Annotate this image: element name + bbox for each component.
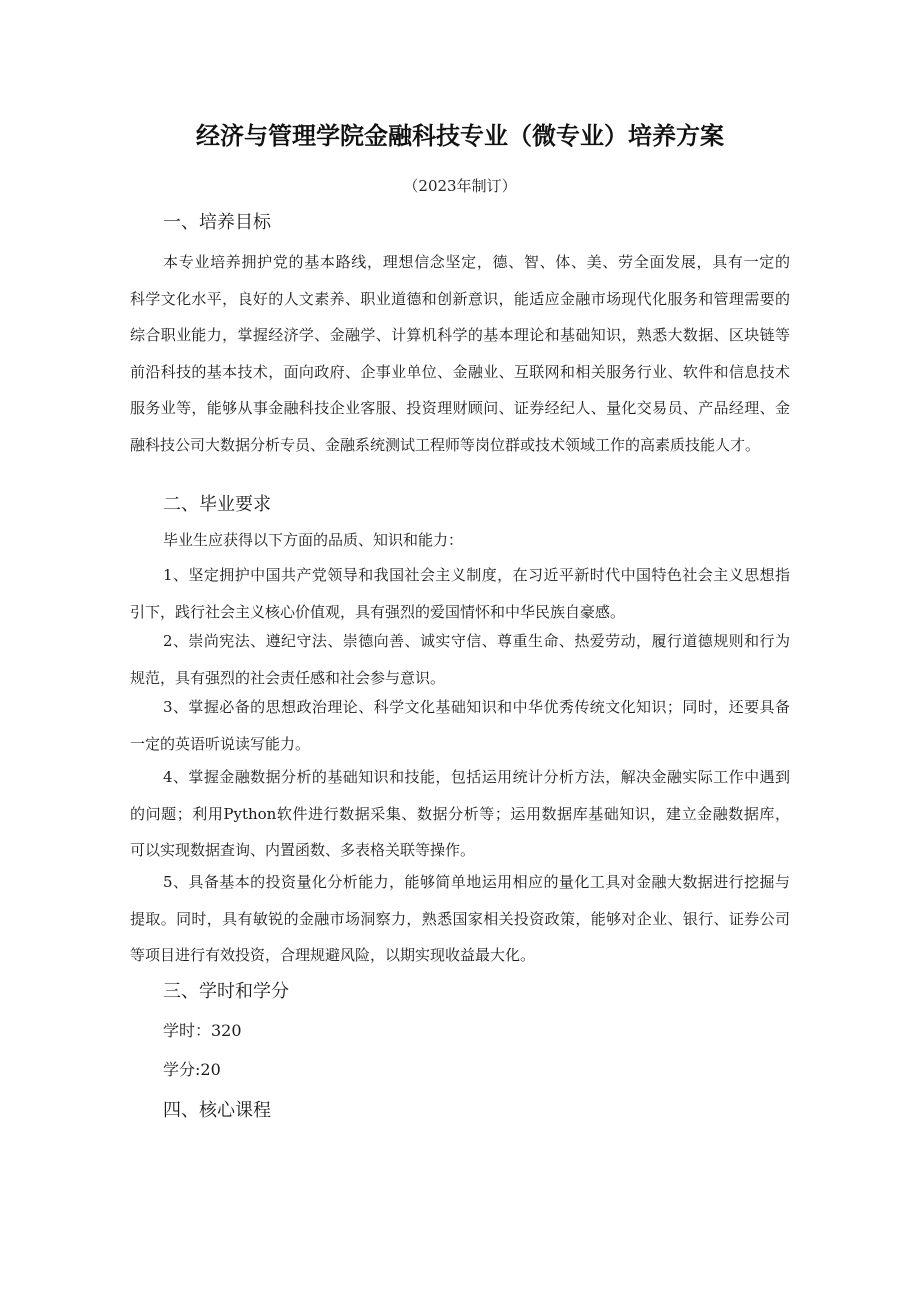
document-title: 经济与管理学院金融科技专业（微专业）培养方案 <box>196 122 724 150</box>
paragraph-line: 引下，践行社会主义核心价值观，具有强烈的爱国情怀和中华民族自豪感。 <box>130 602 626 621</box>
paragraph-line: 2、崇尚宪法、遵纪守法、崇德向善、诚实守信、尊重生命、热爱劳动，履行道德规则和行为 <box>163 632 790 650</box>
section-heading-requirements: 二、毕业要求 <box>163 494 271 515</box>
paragraph-line: 科学文化水平，良好的人文素养、职业道德和创新意识，能适应金融市场现代化服务和管理需要的 <box>130 289 790 308</box>
paragraph-line: 提取。同时，具有敏锐的金融市场洞察力，熟悉国家相关投资政策，能够对企业、银行、证券公司 <box>130 909 790 928</box>
paragraph-line: 可以实现数据查询、内置函数、多表格关联等操作。 <box>130 841 476 859</box>
paragraph-line: 3、掌握必备的思想政治理论、科学文化基础知识和中华优秀传统文化知识；同时，还要具备 <box>163 698 790 716</box>
section-heading-objectives: 一、培养目标 <box>163 212 271 233</box>
paragraph-line: 的问题；利用Python软件进行数据采集、数据分析等；运用数据库基础知识，建立金融数据库， <box>130 804 790 823</box>
paragraph-line: 本专业培养拥护党的基本路线，理想信念坚定，德、智、体、美、劳全面发展，具有一定的 <box>163 253 790 271</box>
paragraph-line: 5、具备基本的投资量化分析能力，能够简单地运用相应的量化工具对金融大数据进行挖掘与 <box>163 873 790 891</box>
paragraph-line: 前沿科技的基本技术，面向政府、企事业单位、金融业、互联网和相关服务行业、软件和信息技术 <box>130 362 790 381</box>
paragraph-line: 1、坚定拥护中国共产党领导和我国社会主义制度，在习近平新时代中国特色社会主义思想指 <box>163 566 790 584</box>
document-subtitle: （2023年制订） <box>403 177 517 195</box>
paragraph-line: 4、掌握金融数据分析的基础知识和技能，包括运用统计分析方法，解决金融实际工作中遇到 <box>163 768 790 786</box>
paragraph-line: 规范，具有强烈的社会责任感和社会参与意识。 <box>130 668 446 687</box>
paragraph-line: 服务业等，能够从事金融科技企业客服、投资理财顾问、证券经纪人、量化交易员、产品经理、金 <box>130 399 790 417</box>
paragraph-line: 一定的英语听说读写能力。 <box>130 734 311 753</box>
requirement-item-4 <box>130 759 790 869</box>
credits-value: 学分:20 <box>163 1060 221 1079</box>
requirement-item-3 <box>130 689 790 762</box>
paragraph-line: 等项目进行有效投资，合理规避风险，以期实现收益最大化。 <box>130 946 536 964</box>
requirement-item-2 <box>130 623 790 696</box>
paragraph-line: 融科技公司大数据分析专员、金融系统测试工程师等岗位群或技术领域工作的高素质技能人才。 <box>130 435 761 454</box>
objectives-paragraph <box>130 244 790 463</box>
paragraph-line: 综合职业能力，掌握经济学、金融学、计算机科学的基本理论和基础知识，熟悉大数据、区块链等 <box>130 326 790 344</box>
section-heading-core-courses: 四、核心课程 <box>163 1100 271 1121</box>
hours-value: 学时：320 <box>163 1021 242 1040</box>
requirements-intro: 毕业生应获得以下方面的品质、知识和能力： <box>163 531 464 549</box>
requirement-item-5 <box>130 864 790 974</box>
requirement-item-1 <box>130 557 790 630</box>
section-heading-hours-credits: 三、学时和学分 <box>163 981 289 1002</box>
